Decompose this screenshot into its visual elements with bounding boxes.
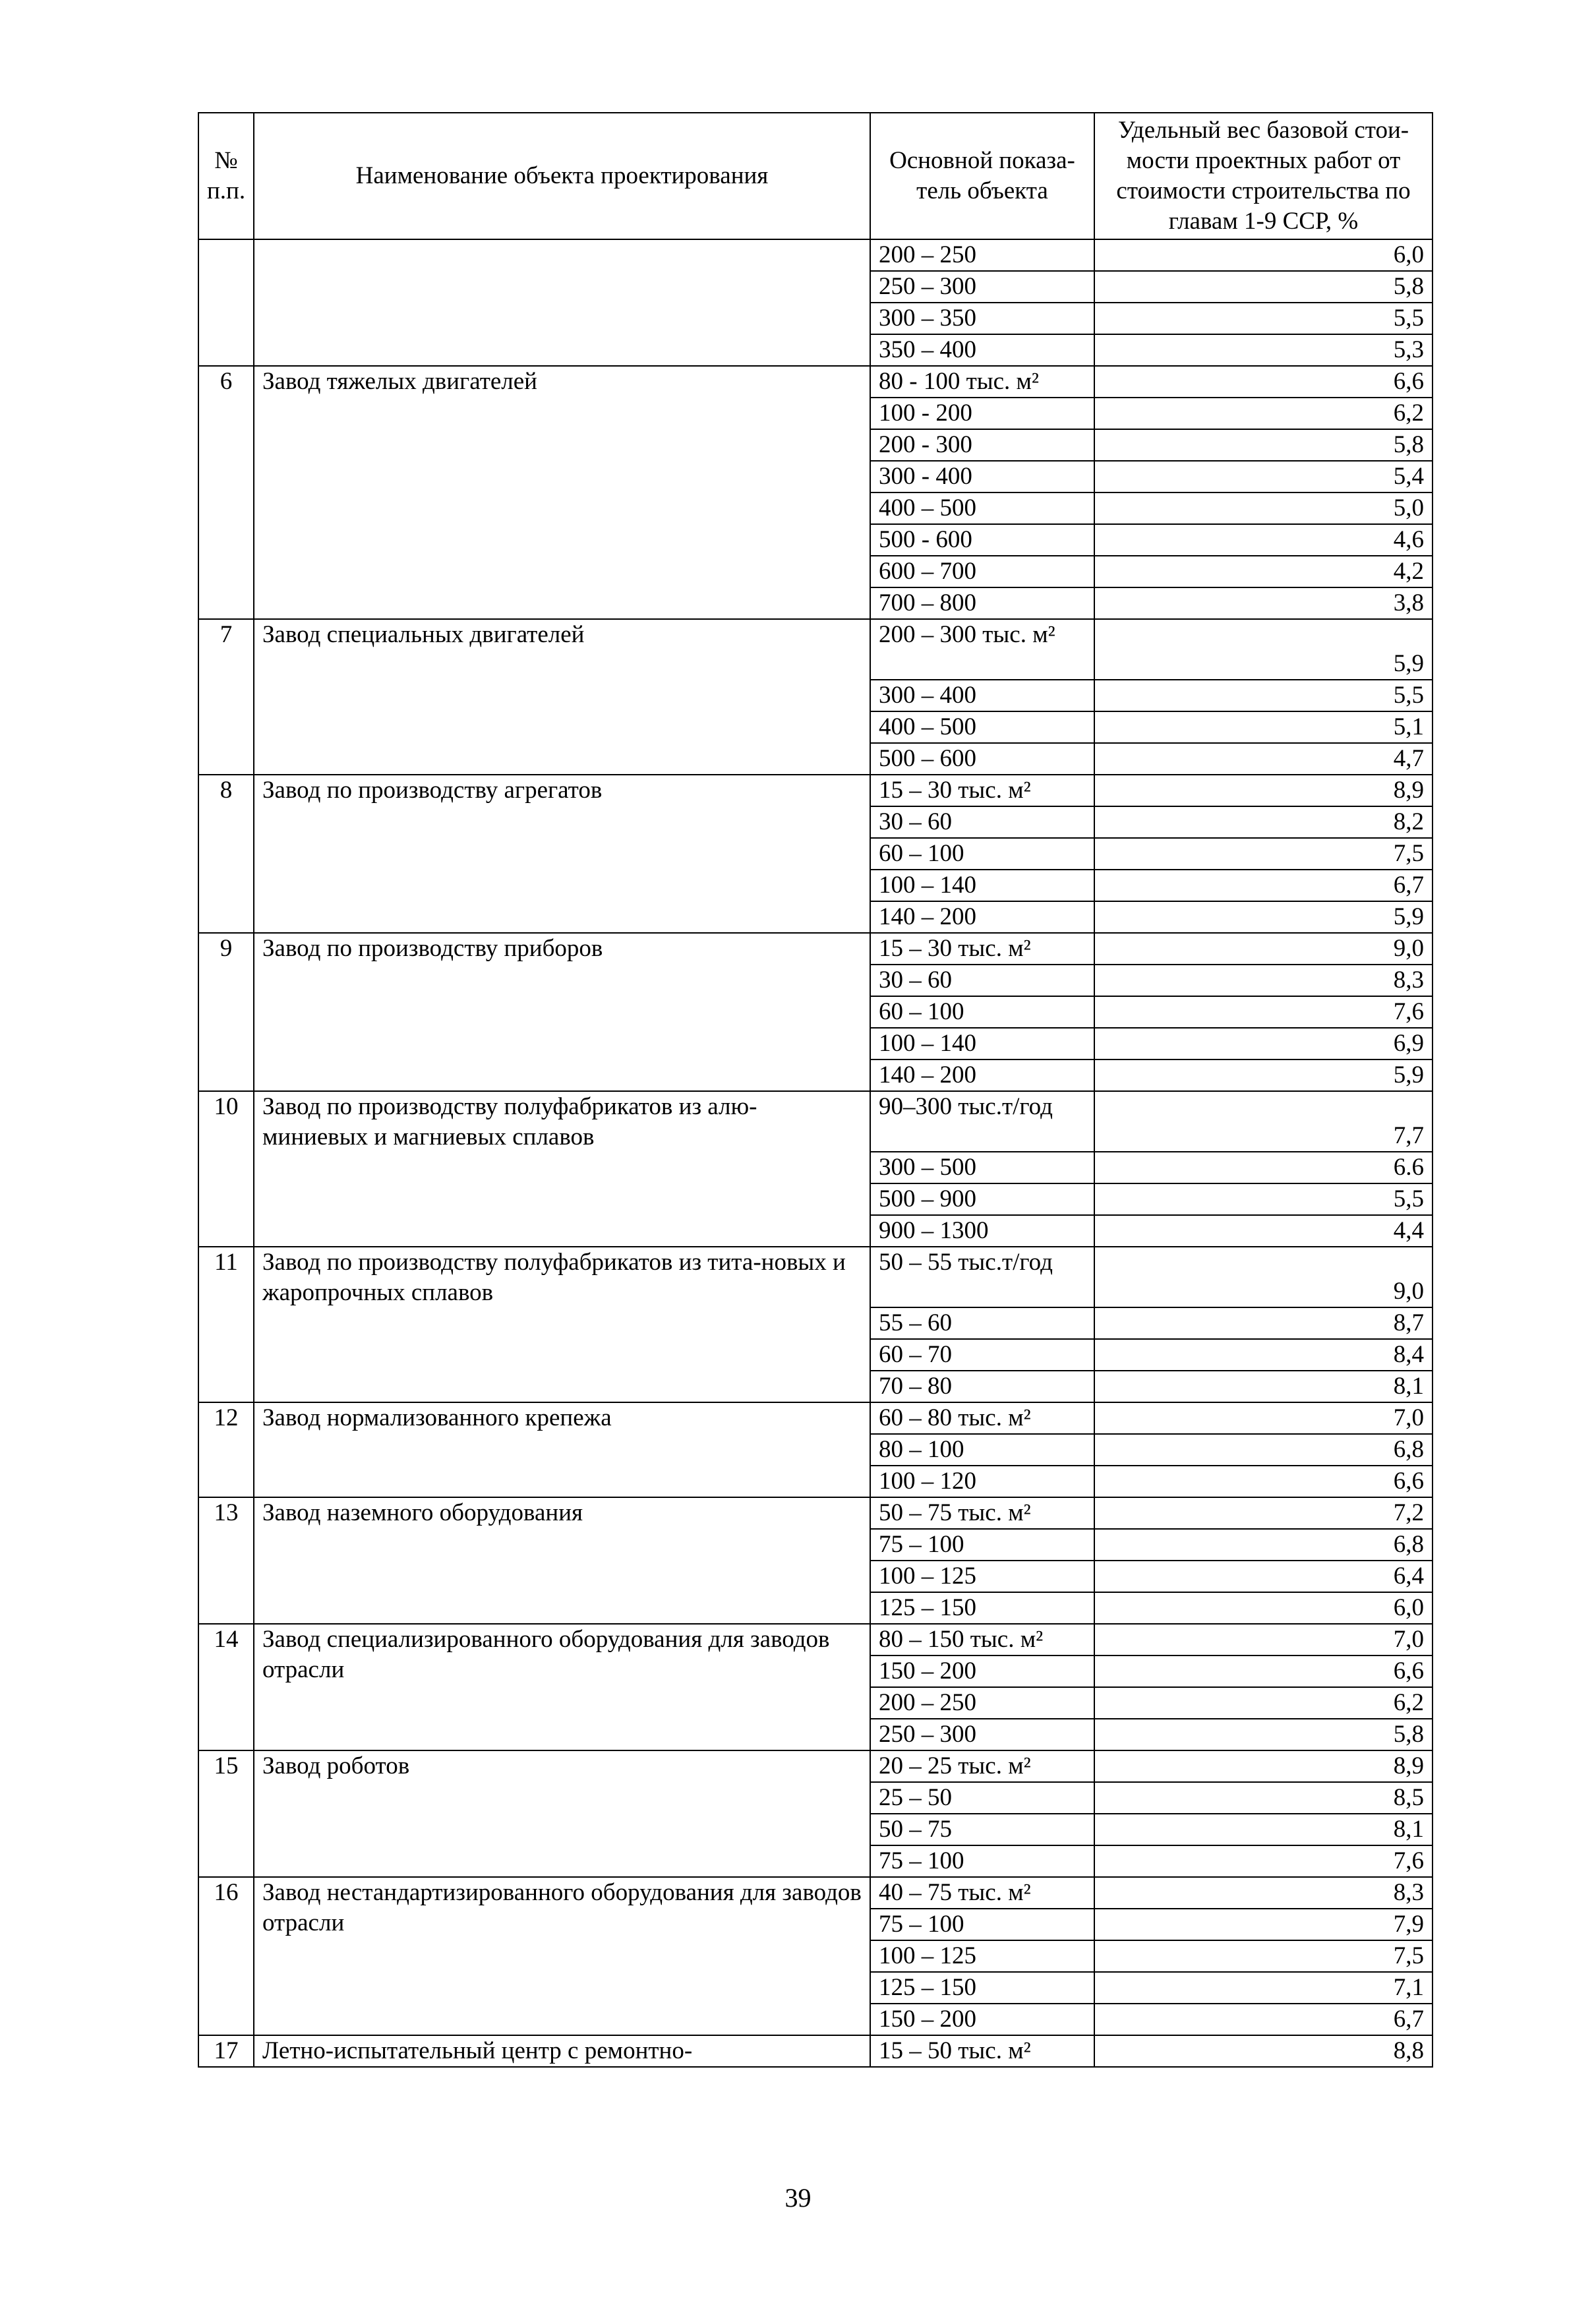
indicator-cell: 25 – 50 [870,1782,1094,1814]
share-cell: 8,7 [1094,1307,1433,1339]
table-row [198,1624,1433,1656]
row-number: 15 [198,1750,254,1877]
share-cell: 5,5 [1094,303,1433,334]
row-number: 14 [198,1624,254,1750]
object-name: Завод специализированного оборудования для заводов отрасли [254,1624,870,1750]
indicator-cell: 60 – 80 тыс. м² [870,1402,1094,1434]
indicator-cell: 500 – 600 [870,743,1094,775]
share-cell: 7,0 [1094,1402,1433,1434]
indicator-cell: 400 – 500 [870,711,1094,743]
indicator-cell: 40 – 75 тыс. м² [870,1877,1094,1909]
share-cell: 9,0 [1094,933,1433,965]
indicator-cell: 75 – 100 [870,1909,1094,1940]
share-cell: 5,4 [1094,461,1433,492]
share-cell: 6.6 [1094,1152,1433,1183]
indicator-cell: 300 – 400 [870,680,1094,711]
share-cell: 8,3 [1094,1877,1433,1909]
row-number [198,239,254,366]
header-row [198,113,1433,239]
share-cell: 8,5 [1094,1782,1433,1814]
indicator-cell: 15 – 30 тыс. м² [870,775,1094,806]
indicator-cell: 300 – 350 [870,303,1094,334]
indicator-cell: 200 – 300 тыс. м² [870,619,1094,680]
indicator-cell: 100 – 140 [870,1028,1094,1059]
share-cell: 7,6 [1094,1845,1433,1877]
indicator-cell: 15 – 50 тыс. м² [870,2035,1094,2067]
share-cell: 7,1 [1094,1972,1433,2004]
indicator-cell: 100 – 140 [870,870,1094,901]
indicator-cell: 900 – 1300 [870,1215,1094,1247]
share-cell: 7,5 [1094,1940,1433,1972]
table-row [198,239,1433,271]
indicator-cell: 60 – 100 [870,996,1094,1028]
share-cell: 3,8 [1094,587,1433,619]
table-row [198,619,1433,680]
row-number: 12 [198,1402,254,1497]
indicator-cell: 200 – 250 [870,1687,1094,1719]
share-cell: 6,7 [1094,870,1433,901]
table-row [198,1247,1433,1307]
share-cell: 4,6 [1094,524,1433,556]
object-name: Завод специальных двигателей [254,619,870,775]
indicator-cell: 20 – 25 тыс. м² [870,1750,1094,1782]
row-number: 13 [198,1497,254,1624]
header-num: № п.п. [198,113,254,239]
share-cell: 6,6 [1094,1466,1433,1497]
indicator-cell: 50 – 75 тыс. м² [870,1497,1094,1529]
object-name: Завод роботов [254,1750,870,1877]
indicator-cell: 400 – 500 [870,492,1094,524]
share-cell: 8,1 [1094,1371,1433,1402]
header-indicator: Основной показа-тель объекта [870,113,1094,239]
share-cell: 8,4 [1094,1339,1433,1371]
indicator-cell: 15 – 30 тыс. м² [870,933,1094,965]
indicator-cell: 60 – 100 [870,838,1094,870]
row-number: 6 [198,366,254,619]
share-cell: 8,9 [1094,1750,1433,1782]
share-cell: 5,9 [1094,1059,1433,1091]
object-name [254,239,870,366]
indicator-cell: 55 – 60 [870,1307,1094,1339]
table-row [198,1877,1433,1909]
share-cell: 5,9 [1094,901,1433,933]
object-name: Завод по производству полуфабрикатов из алю-миниевых и магниевых сплавов [254,1091,870,1247]
share-cell: 8,8 [1094,2035,1433,2067]
share-cell: 9,0 [1094,1247,1433,1307]
share-cell: 8,9 [1094,775,1433,806]
indicator-cell: 60 – 70 [870,1339,1094,1371]
share-cell: 6,7 [1094,2004,1433,2035]
page-number: 39 [784,2183,812,2213]
share-cell: 5,9 [1094,619,1433,680]
table-row [198,366,1433,398]
share-cell: 6,8 [1094,1529,1433,1561]
share-cell: 6,0 [1094,1592,1433,1624]
indicator-cell: 75 – 100 [870,1529,1094,1561]
indicator-cell: 100 – 125 [870,1561,1094,1592]
share-cell: 5,1 [1094,711,1433,743]
table-row [198,1402,1433,1434]
share-cell: 7,7 [1094,1091,1433,1152]
indicator-cell: 600 – 700 [870,556,1094,587]
share-cell: 6,6 [1094,1656,1433,1687]
header-share: Удельный вес базовой стои-мости проектных работ от стоимости строительства по главам 1-9 ССР, % [1094,113,1433,239]
indicator-cell: 80 – 100 [870,1434,1094,1466]
indicator-cell: 500 - 600 [870,524,1094,556]
share-cell: 8,1 [1094,1814,1433,1845]
indicator-cell: 90–300 тыс.т/год [870,1091,1094,1152]
indicator-cell: 300 - 400 [870,461,1094,492]
object-name: Завод по производству агрегатов [254,775,870,933]
share-cell: 6,0 [1094,239,1433,271]
indicator-cell: 200 - 300 [870,429,1094,461]
indicator-cell: 250 – 300 [870,1719,1094,1750]
indicator-cell: 125 – 150 [870,1592,1094,1624]
object-name: Завод нормализованного крепежа [254,1402,870,1497]
share-cell: 6,9 [1094,1028,1433,1059]
indicator-cell: 140 – 200 [870,1059,1094,1091]
share-cell: 5,8 [1094,1719,1433,1750]
share-cell: 5,0 [1094,492,1433,524]
share-cell: 6,2 [1094,398,1433,429]
indicator-cell: 150 – 200 [870,1656,1094,1687]
indicator-cell: 125 – 150 [870,1972,1094,2004]
share-cell: 7,2 [1094,1497,1433,1529]
indicator-cell: 80 - 100 тыс. м² [870,366,1094,398]
indicator-cell: 70 – 80 [870,1371,1094,1402]
row-number: 8 [198,775,254,933]
share-cell: 7,5 [1094,838,1433,870]
share-cell: 4,7 [1094,743,1433,775]
indicator-cell: 350 – 400 [870,334,1094,366]
table-row [198,1497,1433,1529]
indicator-cell: 30 – 60 [870,806,1094,838]
indicator-cell: 140 – 200 [870,901,1094,933]
indicator-cell: 75 – 100 [870,1845,1094,1877]
indicator-cell: 100 – 120 [870,1466,1094,1497]
indicator-cell: 50 – 55 тыс.т/год [870,1247,1094,1307]
share-cell: 6,6 [1094,366,1433,398]
rates-table [198,112,1433,2068]
indicator-cell: 700 – 800 [870,587,1094,619]
row-number: 10 [198,1091,254,1247]
share-cell: 5,5 [1094,680,1433,711]
share-cell: 5,8 [1094,271,1433,303]
share-cell: 7,6 [1094,996,1433,1028]
row-number: 7 [198,619,254,775]
share-cell: 8,3 [1094,965,1433,996]
row-number: 17 [198,2035,254,2067]
table-body [198,239,1433,2067]
object-name: Завод тяжелых двигателей [254,366,870,619]
indicator-cell: 500 – 900 [870,1183,1094,1215]
table-row [198,1091,1433,1152]
indicator-cell: 100 - 200 [870,398,1094,429]
indicator-cell: 80 – 150 тыс. м² [870,1624,1094,1656]
indicator-cell: 50 – 75 [870,1814,1094,1845]
indicator-cell: 30 – 60 [870,965,1094,996]
table-row [198,2035,1433,2067]
object-name: Завод нестандартизированного оборудования для заводов отрасли [254,1877,870,2035]
share-cell: 4,2 [1094,556,1433,587]
share-cell: 4,4 [1094,1215,1433,1247]
indicator-cell: 200 – 250 [870,239,1094,271]
share-cell: 5,3 [1094,334,1433,366]
row-number: 11 [198,1247,254,1402]
table-row [198,1750,1433,1782]
header-name: Наименование объекта проектирования [254,113,870,239]
row-number: 16 [198,1877,254,2035]
indicator-cell: 300 – 500 [870,1152,1094,1183]
share-cell: 6,2 [1094,1687,1433,1719]
indicator-cell: 100 – 125 [870,1940,1094,1972]
share-cell: 7,0 [1094,1624,1433,1656]
object-name: Летно-испытательный центр с ремонтно- [254,2035,870,2067]
share-cell: 7,9 [1094,1909,1433,1940]
indicator-cell: 250 – 300 [870,271,1094,303]
share-cell: 6,8 [1094,1434,1433,1466]
object-name: Завод наземного оборудования [254,1497,870,1624]
row-number: 9 [198,933,254,1091]
share-cell: 5,8 [1094,429,1433,461]
indicator-cell: 150 – 200 [870,2004,1094,2035]
share-cell: 8,2 [1094,806,1433,838]
share-cell: 5,5 [1094,1183,1433,1215]
object-name: Завод по производству приборов [254,933,870,1091]
share-cell: 6,4 [1094,1561,1433,1592]
object-name: Завод по производству полуфабрикатов из тита-новых и жаропрочных сплавов [254,1247,870,1402]
table-row [198,775,1433,806]
table-row [198,933,1433,965]
